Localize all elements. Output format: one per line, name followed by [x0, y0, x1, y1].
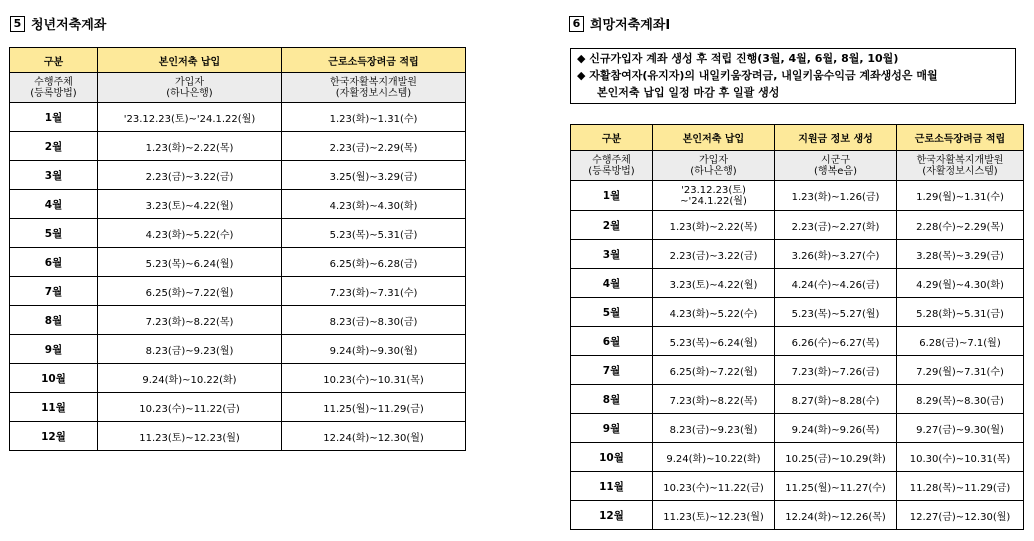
table-row	[10, 277, 466, 306]
date-range-cell: 6.25(화)~6.28(금)	[282, 248, 466, 277]
date-range-cell: 12.24(화)~12.26(목)	[775, 501, 897, 530]
table-row	[571, 211, 1024, 240]
section-title-left	[10, 14, 106, 33]
section-title-text: 청년저축계좌	[31, 18, 107, 33]
header-incentive-accrual: 근로소득장려금 적립	[282, 48, 466, 73]
date-range-cell: 8.29(목)~8.30(금)	[897, 385, 1024, 414]
date-range-cell: 1.23(화)~2.22(목)	[98, 132, 282, 161]
date-range-cell: 8.23(금)~8.30(금)	[282, 306, 466, 335]
date-range-cell: 10.30(수)~10.31(목)	[897, 443, 1024, 472]
table-row	[10, 422, 466, 451]
date-range-cell: 4.23(화)~5.22(수)	[98, 219, 282, 248]
date-range-cell: 9.24(화)~10.22(화)	[653, 443, 775, 472]
date-range-cell: 9.24(화)~9.30(월)	[282, 335, 466, 364]
table-row	[10, 132, 466, 161]
table-row	[10, 335, 466, 364]
month-cell: 6월	[571, 327, 653, 356]
date-range-cell: 12.24(화)~12.30(월)	[282, 422, 466, 451]
date-range-cell: 12.27(금)~12.30(월)	[897, 501, 1024, 530]
subheader-cell: 시군구 (행복e음)	[775, 151, 897, 181]
subheader-row	[10, 73, 466, 103]
date-range-cell: 4.24(수)~4.26(금)	[775, 269, 897, 298]
header-incentive-accrual: 근로소득장려금 적립	[897, 125, 1024, 151]
table-row	[10, 219, 466, 248]
month-cell: 12월	[10, 422, 98, 451]
table-row	[10, 161, 466, 190]
date-range-cell: 2.23(금)~3.22(금)	[653, 240, 775, 269]
date-range-cell: 5.23(목)~5.27(월)	[775, 298, 897, 327]
date-range-cell: 4.23(화)~5.22(수)	[653, 298, 775, 327]
date-range-cell: 1.23(화)~1.31(수)	[282, 103, 466, 132]
table-row	[571, 356, 1024, 385]
month-cell: 5월	[571, 298, 653, 327]
date-range-cell: 8.23(금)~9.23(월)	[653, 414, 775, 443]
youth-savings-schedule-table	[9, 47, 466, 451]
date-range-cell: 10.23(수)~10.31(목)	[282, 364, 466, 393]
date-range-cell: 11.23(토)~12.23(월)	[98, 422, 282, 451]
table-row	[10, 103, 466, 132]
month-cell: 9월	[571, 414, 653, 443]
date-range-cell: 11.25(월)~11.27(수)	[775, 472, 897, 501]
date-range-cell: 9.24(화)~9.26(목)	[775, 414, 897, 443]
month-cell: 7월	[10, 277, 98, 306]
subheader-cell: 가입자 (하나은행)	[98, 73, 282, 103]
date-range-cell: 1.23(화)~2.22(목)	[653, 211, 775, 240]
subheader-cell: 수행주체 (등록방법)	[10, 73, 98, 103]
month-cell: 1월	[571, 181, 653, 211]
table-header-row	[10, 48, 466, 73]
date-range-cell: 4.23(화)~4.30(화)	[282, 190, 466, 219]
date-range-cell: 2.23(금)~3.22(금)	[98, 161, 282, 190]
header-subsidy-info: 지원금 정보 생성	[775, 125, 897, 151]
notice-line: 본인저축 납입 일정 마감 후 일괄 생성	[597, 86, 780, 99]
date-range-cell: 7.29(월)~7.31(수)	[897, 356, 1024, 385]
month-cell: 2월	[10, 132, 98, 161]
month-cell: 10월	[571, 443, 653, 472]
month-cell: 6월	[10, 248, 98, 277]
notice-line: ◆ 자활참여자(유지자)의 내일키움장려금, 내일키움수익금 계좌생성은 매월	[577, 69, 938, 82]
month-cell: 8월	[571, 385, 653, 414]
date-range-cell: 8.27(화)~8.28(수)	[775, 385, 897, 414]
header-category: 구분	[10, 48, 98, 73]
date-range-cell: '23.12.23(토)~'24.1.22(월)	[98, 103, 282, 132]
section-number-box: 6	[569, 16, 584, 32]
date-range-cell: 7.23(화)~8.22(목)	[98, 306, 282, 335]
date-range-cell: 6.25(화)~7.22(월)	[653, 356, 775, 385]
month-cell: 1월	[10, 103, 98, 132]
table-row	[571, 385, 1024, 414]
date-range-cell: 1.23(화)~1.26(금)	[775, 181, 897, 211]
date-range-cell: 6.25(화)~7.22(월)	[98, 277, 282, 306]
subheader-cell: 한국자활복지개발원 (자활정보시스템)	[282, 73, 466, 103]
date-range-cell: 7.23(화)~7.31(수)	[282, 277, 466, 306]
date-range-cell: 5.23(목)~6.24(월)	[98, 248, 282, 277]
date-range-cell: 6.26(수)~6.27(목)	[775, 327, 897, 356]
date-range-cell: 7.23(화)~8.22(목)	[653, 385, 775, 414]
header-self-deposit: 본인저축 납입	[653, 125, 775, 151]
date-range-cell: 7.23(화)~7.26(금)	[775, 356, 897, 385]
date-range-cell: 10.23(수)~11.22(금)	[653, 472, 775, 501]
month-cell: 4월	[571, 269, 653, 298]
table-row	[571, 327, 1024, 356]
date-range-cell: 5.23(목)~6.24(월)	[653, 327, 775, 356]
table-header-row	[571, 125, 1024, 151]
date-range-cell: 1.29(월)~1.31(수)	[897, 181, 1024, 211]
date-range-cell: 2.23(금)~2.29(목)	[282, 132, 466, 161]
table-row	[571, 501, 1024, 530]
month-cell: 5월	[10, 219, 98, 248]
month-cell: 3월	[571, 240, 653, 269]
month-cell: 10월	[10, 364, 98, 393]
month-cell: 12월	[571, 501, 653, 530]
table-row	[571, 414, 1024, 443]
notice-line: ◆ 신규가입자 계좌 생성 후 적립 진행(3월, 4월, 6월, 8월, 10월)	[577, 52, 899, 65]
month-cell: 2월	[571, 211, 653, 240]
month-cell: 3월	[10, 161, 98, 190]
month-cell: 11월	[10, 393, 98, 422]
date-range-cell: 10.23(수)~11.22(금)	[98, 393, 282, 422]
month-cell: 9월	[10, 335, 98, 364]
subheader-cell: 수행주체 (등록방법)	[571, 151, 653, 181]
date-range-cell: 11.23(토)~12.23(월)	[653, 501, 775, 530]
header-category: 구분	[571, 125, 653, 151]
table-row	[571, 181, 1024, 211]
date-range-cell: 5.23(목)~5.31(금)	[282, 219, 466, 248]
date-range-cell: 10.25(금)~10.29(화)	[775, 443, 897, 472]
table-row	[571, 240, 1024, 269]
date-range-cell: 2.28(수)~2.29(목)	[897, 211, 1024, 240]
table-row	[10, 393, 466, 422]
date-range-cell: 3.25(월)~3.29(금)	[282, 161, 466, 190]
date-range-cell: 11.28(목)~11.29(금)	[897, 472, 1024, 501]
table-row	[10, 190, 466, 219]
date-range-cell: 3.28(목)~3.29(금)	[897, 240, 1024, 269]
date-range-cell: 3.26(화)~3.27(수)	[775, 240, 897, 269]
header-self-deposit: 본인저축 납입	[98, 48, 282, 73]
date-range-cell: 6.28(금)~7.1(월)	[897, 327, 1024, 356]
section-title-right	[569, 14, 670, 33]
table-row	[571, 443, 1024, 472]
hope-savings-schedule-table	[570, 124, 1024, 530]
date-range-cell: 11.25(월)~11.29(금)	[282, 393, 466, 422]
date-range-cell: 9.27(금)~9.30(월)	[897, 414, 1024, 443]
month-cell: 8월	[10, 306, 98, 335]
subheader-cell: 한국자활복지개발원 (자활정보시스템)	[897, 151, 1024, 181]
date-range-cell: '23.12.23(토) ~'24.1.22(월)	[653, 181, 775, 211]
date-range-cell: 5.28(화)~5.31(금)	[897, 298, 1024, 327]
section-title-text: 희망저축계좌Ⅰ	[590, 18, 671, 33]
table-row	[571, 472, 1024, 501]
table-row	[10, 306, 466, 335]
date-range-cell: 8.23(금)~9.23(월)	[98, 335, 282, 364]
date-range-cell: 4.29(월)~4.30(화)	[897, 269, 1024, 298]
date-range-cell: 3.23(토)~4.22(월)	[653, 269, 775, 298]
date-range-cell: 2.23(금)~2.27(화)	[775, 211, 897, 240]
subheader-cell: 가입자 (하나은행)	[653, 151, 775, 181]
date-range-cell: 3.23(토)~4.22(월)	[98, 190, 282, 219]
notice-box	[570, 48, 1016, 104]
table-row	[10, 364, 466, 393]
table-row	[10, 248, 466, 277]
subheader-row	[571, 151, 1024, 181]
month-cell: 11월	[571, 472, 653, 501]
date-range-cell: 9.24(화)~10.22(화)	[98, 364, 282, 393]
table-row	[571, 298, 1024, 327]
month-cell: 4월	[10, 190, 98, 219]
section-number-box: 5	[10, 16, 25, 32]
table-row	[571, 269, 1024, 298]
month-cell: 7월	[571, 356, 653, 385]
